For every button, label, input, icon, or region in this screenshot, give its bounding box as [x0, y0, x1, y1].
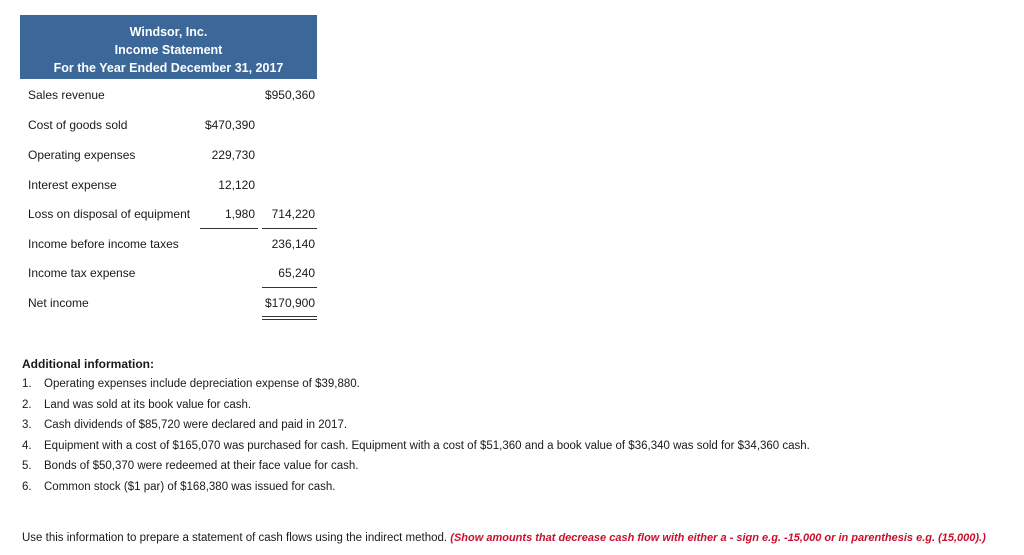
item-text: Common stock ($1 par) of $168,380 was issued for cash.: [44, 480, 336, 493]
instruction-text: [22, 530, 986, 546]
row-col1: 1,980: [224, 207, 255, 221]
item-text: Cash dividends of $85,720 were declared and paid in 2017.: [44, 419, 348, 431]
row-net-income: [20, 288, 317, 318]
instruction-main: Use this information to prepare a statement of cash flows using the indirect method.: [22, 532, 448, 544]
row-label: Operating expenses: [28, 148, 136, 162]
item-text: Land was sold at its book value for cash.: [44, 398, 252, 411]
list-item: [22, 477, 810, 498]
item-number: 2.: [22, 398, 32, 411]
item-number: 4.: [22, 439, 32, 452]
row-cost-of-goods-sold: [20, 110, 317, 140]
statement-title: Income Statement: [114, 43, 223, 57]
list-item: [22, 374, 810, 395]
row-label: Net income: [28, 296, 89, 310]
item-number: 1.: [22, 378, 32, 390]
company-name: Windsor, Inc.: [129, 25, 208, 39]
statement-header: [20, 15, 317, 79]
item-number: 3.: [22, 419, 32, 431]
row-label: Cost of goods sold: [28, 118, 128, 132]
row-col2: 65,240: [278, 266, 315, 280]
row-col2: 714,220: [271, 207, 315, 221]
list-item: [22, 436, 810, 457]
row-label: Loss on disposal of equipment: [28, 207, 191, 221]
list-item: [22, 415, 810, 436]
item-number: 6.: [22, 480, 32, 493]
row-label: Sales revenue: [28, 88, 105, 102]
row-label: Income tax expense: [28, 266, 136, 280]
row-col1: 12,120: [218, 178, 255, 192]
row-operating-expenses: [20, 140, 317, 170]
row-label: Income before income taxes: [28, 237, 179, 251]
net-income-double-rule: [262, 316, 317, 320]
instruction-note: (Show amounts that decrease cash flow with either a - sign e.g. -15,000 or in parenthesis e.g. (15,000).): [450, 532, 986, 544]
row-sales-revenue: [20, 80, 317, 110]
row-interest-expense: [20, 170, 317, 200]
item-number: 5.: [22, 460, 32, 472]
row-loss-on-disposal: [20, 199, 317, 229]
additional-info-list: [22, 374, 810, 497]
row-col1: 229,730: [211, 148, 255, 162]
item-text: Operating expenses include depreciation expense of $39,880.: [44, 378, 360, 390]
row-income-tax-expense: [20, 258, 317, 288]
statement-period: For the Year Ended December 31, 2017: [53, 61, 284, 75]
row-col2: $170,900: [264, 296, 315, 310]
row-col2: $950,360: [264, 88, 315, 102]
row-label: Interest expense: [28, 178, 117, 192]
list-item: [22, 395, 810, 416]
row-col1: $470,390: [204, 118, 255, 132]
row-income-before-taxes: [20, 229, 317, 259]
item-text: Equipment with a cost of $165,070 was purchased for cash. Equipment with a cost of $51,360 and a book value of $36,340 was sold for $34,360 cash.: [44, 439, 810, 452]
list-item: [22, 456, 810, 477]
item-text: Bonds of $50,370 were redeemed at their face value for cash.: [44, 460, 359, 472]
row-col2: 236,140: [271, 237, 315, 251]
additional-info-title: Additional information:: [22, 357, 154, 371]
